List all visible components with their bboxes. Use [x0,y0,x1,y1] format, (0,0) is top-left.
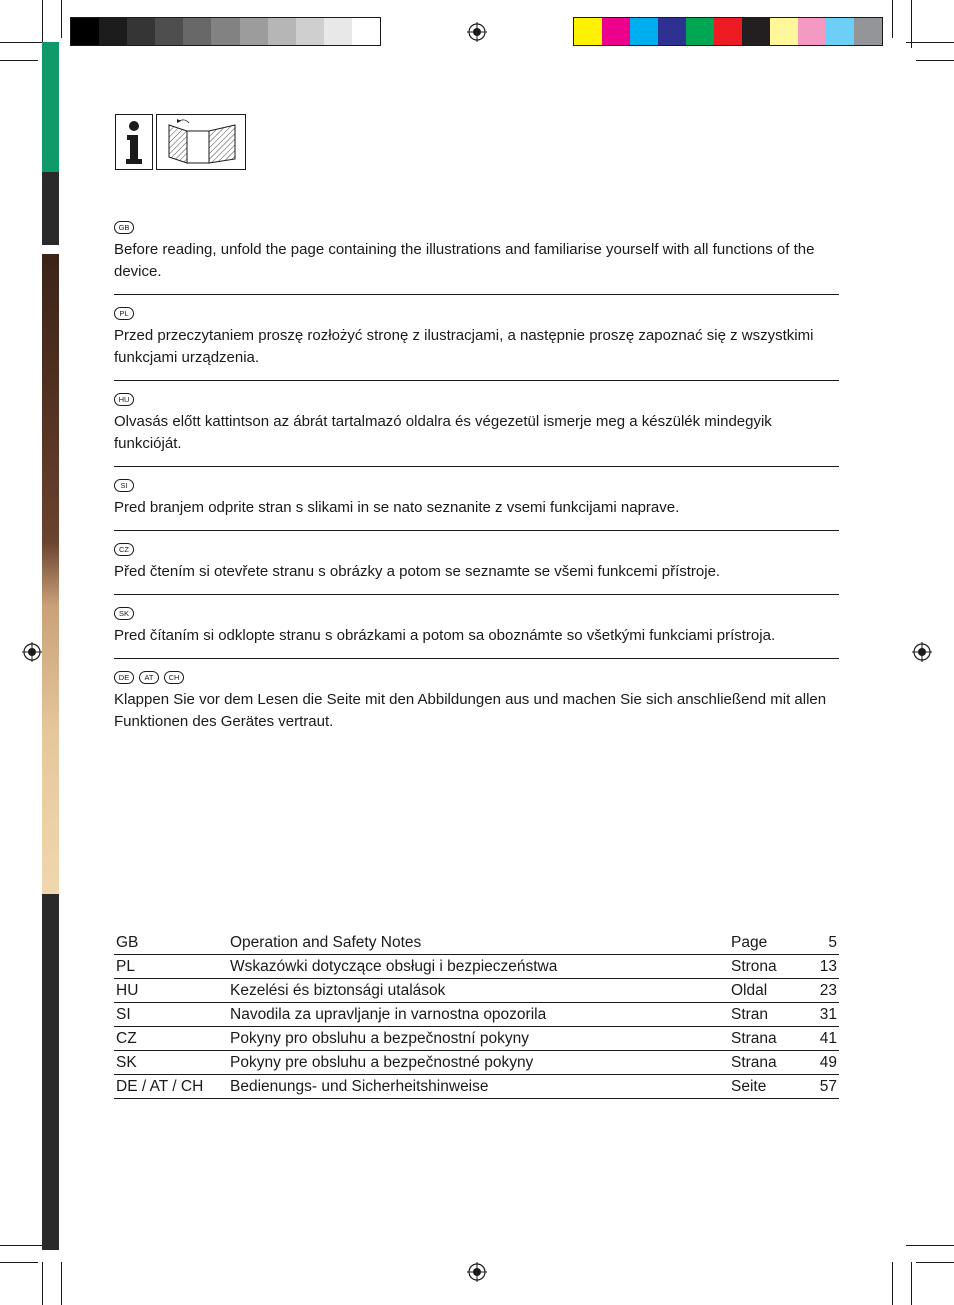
toc-row[interactable] [114,931,839,955]
country-badge: HU [114,393,134,406]
toc-page-number: 23 [795,979,839,1003]
crop-mark [916,1262,954,1263]
crop-mark [892,1262,893,1305]
country-badge: SI [114,479,134,492]
header-icons [115,114,246,170]
crop-mark [61,0,62,38]
crop-mark [892,0,893,38]
block-text: Klappen Sie vor dem Lesen die Seite mit den Abbildungen aus und machen Sie sich anschließend mit allen Funktionen des Gerätes vertraut. [114,691,827,730]
process-color-bar [573,17,883,46]
color-swatch [155,18,183,45]
toc-row[interactable] [114,955,839,979]
toc-page-number: 13 [795,955,839,979]
toc-page-word: Seite [729,1075,795,1099]
crop-mark [0,1262,38,1263]
crop-mark [42,1262,43,1305]
crop-mark [42,0,43,48]
registration-mark-icon [467,1262,487,1282]
color-swatch [854,18,882,45]
color-swatch [574,18,602,45]
toc-page-number: 5 [795,931,839,955]
toc-code: GB [114,931,228,955]
toc-page-word: Stran [729,1003,795,1027]
toc-page-number: 57 [795,1075,839,1099]
country-badges [114,607,839,621]
toc-code: HU [114,979,228,1003]
country-badge: GB [114,221,134,234]
country-badge: SK [114,607,134,620]
toc-page-word: Oldal [729,979,795,1003]
crop-mark [0,1245,48,1246]
language-block [114,295,839,381]
country-badges [114,671,839,685]
color-swatch [770,18,798,45]
language-notes [114,221,839,744]
edge-strip-photo [42,254,59,894]
country-badge: CH [164,671,184,684]
block-text: Olvasás előtt kattintson az ábrát tartalmazó oldalra és végezetül ismerje meg a készülék mindegyik funkcióját. [114,413,772,452]
color-swatch [211,18,239,45]
color-swatch [352,18,380,45]
country-badges [114,307,839,321]
block-text: Před čtením si otevřete stranu s obrázky a potom se seznamte se všemi funkcemi přístroje. [114,563,721,580]
registration-mark-icon [467,22,487,42]
color-swatch [686,18,714,45]
language-block [114,531,839,595]
toc-row[interactable] [114,1075,839,1099]
toc-page-number: 41 [795,1027,839,1051]
country-badge: PL [114,307,134,320]
color-swatch [268,18,296,45]
toc-code: DE / AT / CH [114,1075,228,1099]
country-badges [114,479,839,493]
color-swatch [240,18,268,45]
toc-code: PL [114,955,228,979]
color-swatch [183,18,211,45]
language-block [114,659,839,744]
crop-mark [916,60,954,61]
language-block [114,595,839,659]
crop-mark [0,42,48,43]
toc-code: SI [114,1003,228,1027]
crop-mark [61,1262,62,1305]
color-swatch [71,18,99,45]
country-badges [114,543,839,557]
toc-title: Kezelési és biztonsági utalások [228,979,729,1003]
block-text: Before reading, unfold the page containing the illustrations and familiarise yourself with all functions of the device. [114,241,815,280]
toc-title: Navodila za upravljanje in varnostna opozorila [228,1003,729,1027]
toc-code: CZ [114,1027,228,1051]
registration-mark-icon [912,642,932,662]
toc-title: Wskazówki dotyczące obsługi i bezpieczeństwa [228,955,729,979]
edge-strip-green [42,42,59,172]
toc-page-number: 31 [795,1003,839,1027]
toc-page-word: Strana [729,1027,795,1051]
crop-mark [911,1262,912,1305]
language-block [114,467,839,531]
crop-mark [906,1245,954,1246]
crop-mark [906,42,954,43]
toc-title: Pokyny pre obsluhu a bezpečnostné pokyny [228,1051,729,1075]
registration-mark-icon [22,642,42,662]
color-swatch [296,18,324,45]
country-badges [114,393,839,407]
toc-title: Bedienungs- und Sicherheitshinweise [228,1075,729,1099]
edge-strip-dark [42,894,59,1250]
unfold-page-icon [156,114,246,170]
toc-row[interactable] [114,1003,839,1027]
toc-row[interactable] [114,1027,839,1051]
color-swatch [602,18,630,45]
block-text: Przed przeczytaniem proszę rozłożyć stronę z ilustracjami, a następnie proszę zapoznać się z wszystkimi funkcjami urządzenia. [114,327,814,366]
edge-strip-dark [42,172,59,245]
color-swatch [798,18,826,45]
color-swatch [127,18,155,45]
toc-page-word: Strona [729,955,795,979]
color-swatch [658,18,686,45]
info-icon [115,114,153,170]
grayscale-color-bar [70,17,381,46]
toc-row[interactable] [114,979,839,1003]
block-text: Pred branjem odprite stran s slikami in se nato seznanite z vsemi funkcijami naprave. [114,499,680,516]
table-of-contents [114,931,839,1099]
color-swatch [99,18,127,45]
color-swatch [826,18,854,45]
color-swatch [714,18,742,45]
language-block [114,381,839,467]
country-badges [114,221,839,235]
toc-page-word: Strana [729,1051,795,1075]
color-swatch [324,18,352,45]
language-block [114,221,839,295]
toc-title: Operation and Safety Notes [228,931,729,955]
color-swatch [630,18,658,45]
toc-row[interactable] [114,1051,839,1075]
country-badge: DE [114,671,134,684]
color-swatch [742,18,770,45]
block-text: Pred čítaním si odklopte stranu s obrázkami a potom sa oboznámte so všetkými funkciami prístroja. [114,627,776,644]
toc-page-number: 49 [795,1051,839,1075]
toc-code: SK [114,1051,228,1075]
country-badge: CZ [114,543,134,556]
crop-mark [911,0,912,48]
crop-mark [0,60,38,61]
country-badge: AT [139,671,159,684]
toc-page-word: Page [729,931,795,955]
toc-title: Pokyny pro obsluhu a bezpečnostní pokyny [228,1027,729,1051]
